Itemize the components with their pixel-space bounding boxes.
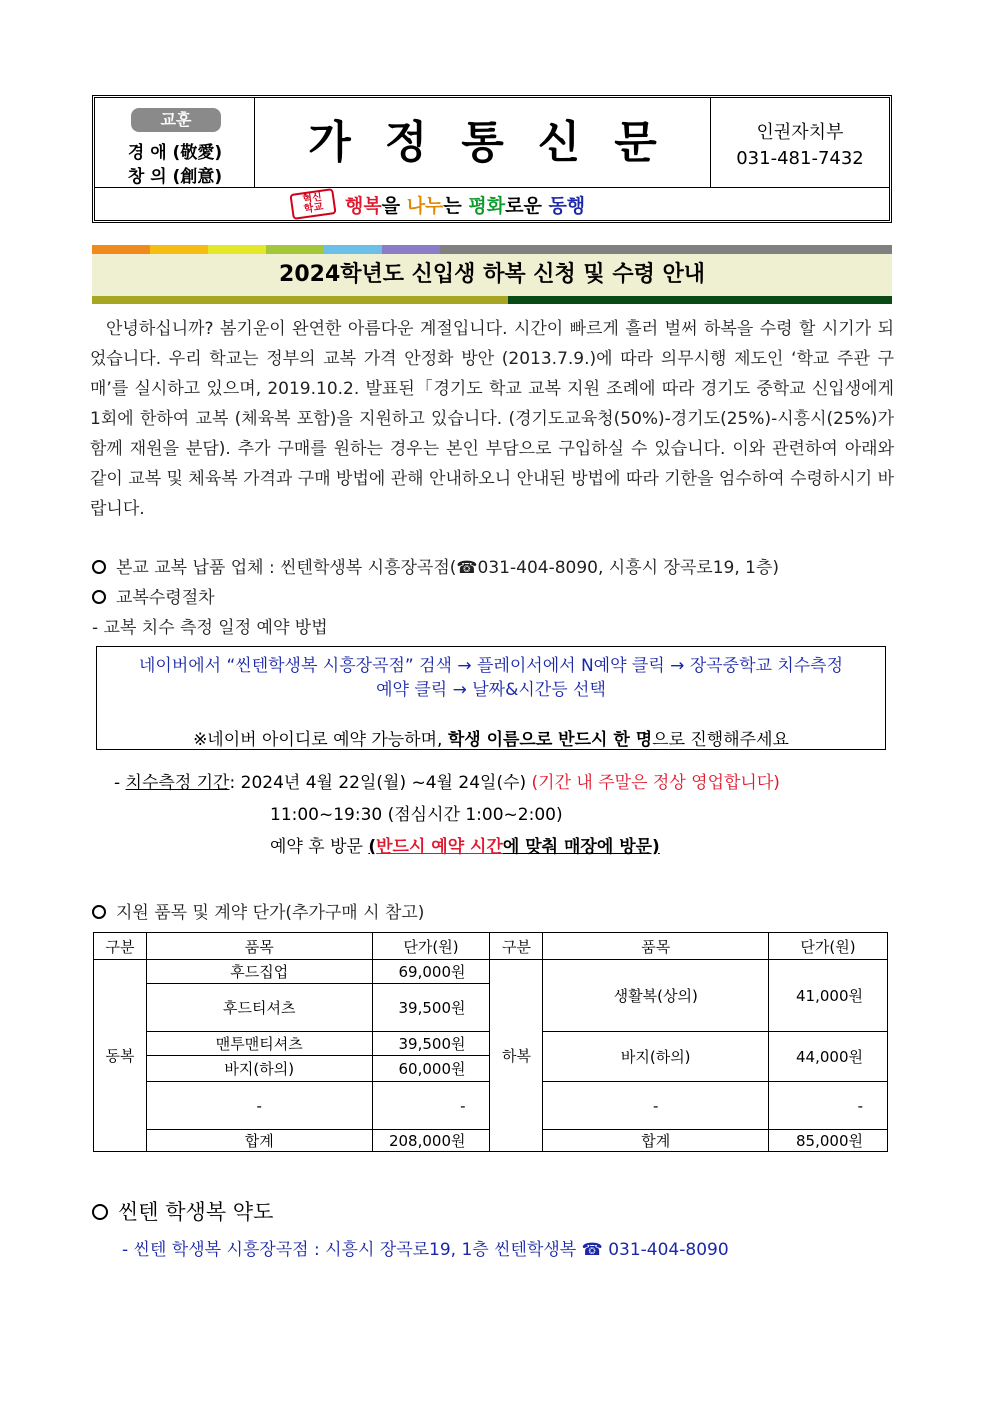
price-table-heading-text: 지원 품목 및 계약 단가(추가구매 시 참고) (116, 903, 425, 923)
table-header-row (94, 933, 888, 960)
visit-text-d: 에 맞춰 매장에 방문) (502, 837, 660, 857)
page-title: 가정통신문 (255, 98, 711, 188)
school-motto (95, 98, 255, 188)
slogan-segment: 는 (443, 195, 469, 217)
table-row (94, 960, 888, 984)
table-cell: 합계 (146, 1130, 372, 1152)
table-cell: 208,000원 (372, 1130, 490, 1152)
table-cell: 44,000원 (769, 1032, 888, 1082)
logo-text-2: 학교 (303, 201, 324, 216)
map-section-heading (92, 1196, 273, 1226)
table-header: 구분 (490, 933, 543, 960)
supplier-bullet (92, 553, 779, 578)
motto-line-2: 창 의 (創意) (127, 167, 223, 187)
period-weekend-note: (기간 내 주말은 정상 영업합니다) (531, 773, 780, 793)
table-header: 단가(원) (769, 933, 888, 960)
table-cell: 41,000원 (769, 960, 888, 1032)
table-cell: 바지(하의) (146, 1056, 372, 1082)
price-table (93, 932, 888, 1152)
business-hours: 11:00~19:30 (점심시간 1:00~2:00) (270, 805, 563, 825)
stripe-segment (92, 296, 508, 304)
circle-bullet-icon (92, 560, 106, 574)
reservation-note (97, 725, 885, 750)
reserve-method-line: - 교복 치수 측정 일정 예약 방법 (92, 618, 328, 638)
procedure-bullet (92, 583, 215, 608)
store-info: - 씬텐 학생복 시흥장곡점 : 시흥시 장곡로19, 1층 씬텐학생복 ☎ 031-404-8090 (122, 1240, 729, 1260)
table-header: 단가(원) (372, 933, 490, 960)
stripe-segment (508, 296, 892, 304)
visit-text-b: ( (368, 837, 377, 857)
notice-title: 2024학년도 신입생 하복 신청 및 수령 안내 (92, 254, 892, 296)
supplier-text: 본교 교복 납품 업체 : 씬텐학생복 시흥장곡점(☎031-404-8090, 시흥시 장곡로19, 1층) (116, 558, 780, 578)
table-cell: - (769, 1082, 888, 1130)
table-cell: 합계 (543, 1130, 769, 1152)
period-colon: : (229, 773, 236, 793)
circle-bullet-icon (92, 1204, 108, 1220)
table-header: 구분 (94, 933, 147, 960)
table-header: 품목 (543, 933, 769, 960)
reservation-note-emphasis: 학생 이름으로 반드시 한 명 (447, 730, 653, 750)
slogan-segment: 동행 (548, 195, 586, 217)
stripe-segment (382, 245, 440, 254)
intro-paragraph: 안녕하십니까? 봄기운이 완연한 아름다운 계절입니다. 시간이 빠르게 흘러 벌써 하복을 수령 할 시기가 되었습니다. 우리 학교는 정부의 교복 가격 안정화 방안 (2013.7.9.)에 따라 의무시행 제도인 ‘학교 주관 구매’를 실시하고 있으며, 2019.10.2. 발표된「경기도 학교 교복 지원 조례에 따라 경기도 중학교 신입생에게 1회에 한하여 교복 (체육복 포함)을 지원하고 있습니다. (경기도교육청(50%)-경기도(25%)-시흥시(25%)가 함께 재원을 분담). 추가 구매를 원하는 경우는 본인 부담으로 구입하실 수 있습니다. 이와 관련하여 아래와 같이 교복 및 체육복 가격과 구매 방법에 관해 안내하오니 안내된 방법에 따라 기한을 엄수하여 수령하시기 바랍니다. (90, 319, 894, 519)
reservation-step-line-1: 네이버에서 “씬텐학생복 시흥장곡점” 검색 → 플레이서에서 N예약 클릭 → 장곡중학교 치수측정 (138, 656, 844, 676)
reservation-note-c: 으로 진행해주세요 (652, 730, 789, 750)
visit-instruction (270, 832, 660, 857)
header-top-row (95, 98, 889, 188)
department-info (711, 98, 889, 188)
motto-line-1: 경 애 (敬愛) (127, 143, 223, 163)
stripe-segment (208, 245, 266, 254)
reservation-note-a: ※네이버 아이디로 예약 가능하며, (193, 730, 448, 750)
summer-category: 하복 (490, 960, 543, 1152)
innovation-school-logo (289, 188, 336, 220)
table-cell: 39,500원 (372, 984, 490, 1032)
newsletter-header (92, 95, 892, 223)
slogan-row (95, 188, 889, 220)
winter-category: 동복 (94, 960, 147, 1152)
slogan-segment: 을 (381, 195, 407, 217)
school-slogan (345, 191, 585, 218)
motto-badge: 교훈 (131, 108, 221, 132)
table-cell: - (543, 1082, 769, 1130)
slogan-segment: 나누 (406, 195, 444, 217)
price-table-heading (92, 898, 424, 923)
measurement-period (114, 768, 780, 793)
logo-text-1: 혁신 (301, 191, 323, 206)
table-cell: 60,000원 (372, 1056, 490, 1082)
table-cell: 맨투맨티셔츠 (146, 1032, 372, 1056)
table-cell: 생활복(상의) (543, 960, 769, 1032)
map-section-heading-text: 씬텐 학생복 약도 (118, 1200, 274, 1224)
stripe-segment (324, 245, 382, 254)
reservation-instructions-box (96, 646, 886, 750)
table-cell: 후드티셔츠 (146, 984, 372, 1032)
table-cell: 바지(하의) (543, 1032, 769, 1082)
visit-text-a: 예약 후 방문 (270, 837, 369, 857)
slogan-segment: 로운 (505, 195, 549, 217)
circle-bullet-icon (92, 590, 106, 604)
slogan-segment: 행복 (345, 195, 382, 217)
banner-stripe-top (92, 245, 892, 254)
table-cell: 39,500원 (372, 1032, 490, 1056)
table-header: 품목 (146, 933, 372, 960)
table-cell: 후드집업 (146, 960, 372, 984)
table-cell: - (372, 1082, 490, 1130)
stripe-segment (266, 245, 324, 254)
banner-stripe-bottom (92, 296, 892, 304)
slogan-segment: 평화 (468, 195, 506, 217)
reservation-step-line-2: 예약 클릭 → 날짜&시간등 선택 (376, 680, 606, 700)
procedure-text: 교복수령절차 (116, 588, 215, 608)
department-name: 인권자치부 (756, 122, 844, 143)
visit-text-emphasis: 반드시 예약 시간 (376, 837, 503, 857)
stripe-segment (150, 245, 208, 254)
stripe-segment (92, 245, 150, 254)
stripe-segment (440, 245, 892, 254)
period-dates: 2024년 4월 22일(월) ~4월 24일(수) (235, 773, 532, 793)
table-cell: 85,000원 (769, 1130, 888, 1152)
period-label: 치수측정 기간 (125, 773, 230, 793)
table-cell: 69,000원 (372, 960, 490, 984)
circle-bullet-icon (92, 905, 106, 919)
table-cell: - (146, 1082, 372, 1130)
period-dash: - (114, 773, 126, 793)
department-phone: 031-481-7432 (736, 148, 864, 169)
